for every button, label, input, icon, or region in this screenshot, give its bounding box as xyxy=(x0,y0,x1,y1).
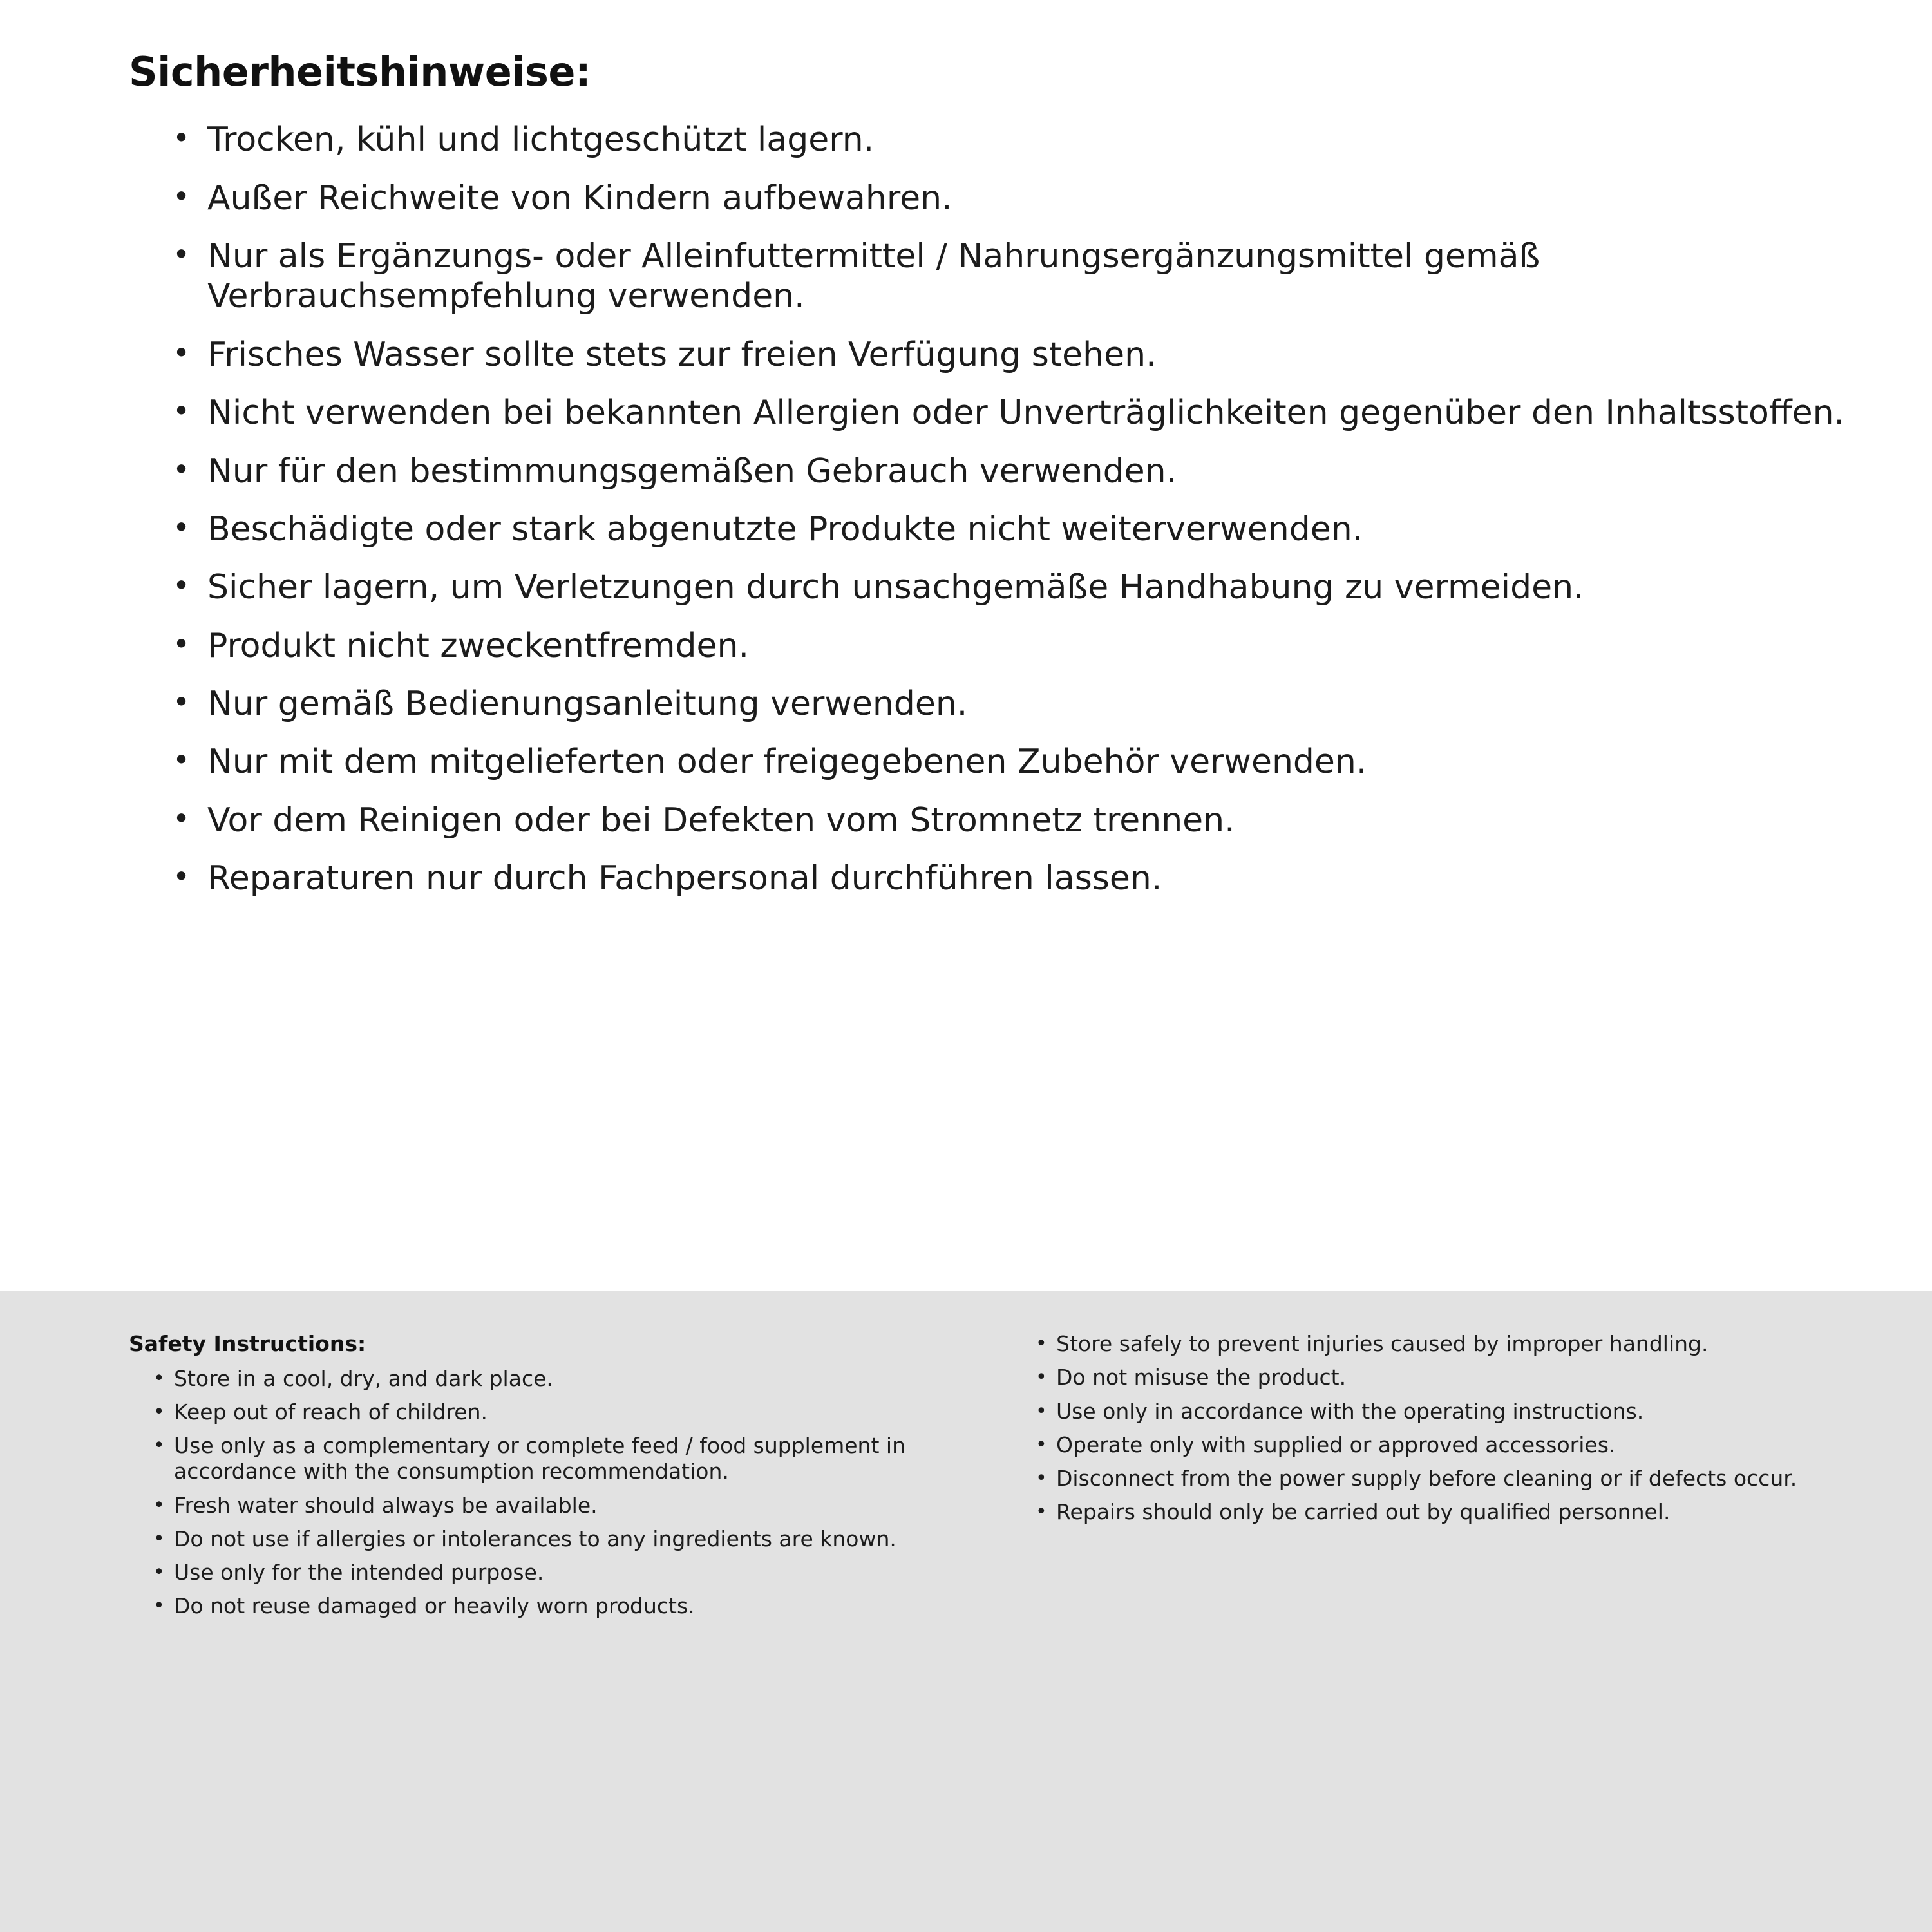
german-safety-list xyxy=(129,120,1855,898)
list-item xyxy=(167,509,1855,549)
list-item-text: Beschädigte oder stark abgenutzte Produkte nicht weiterverwenden. xyxy=(207,509,1363,549)
bullet-icon: • xyxy=(173,393,191,429)
list-item xyxy=(167,800,1855,840)
bullet-icon: • xyxy=(153,1434,165,1457)
list-item xyxy=(153,1493,953,1519)
list-item-text: Store in a cool, dry, and dark place. xyxy=(174,1365,553,1391)
list-item xyxy=(153,1366,953,1392)
list-item-text: Produkt nicht zweckentfremden. xyxy=(207,626,750,665)
english-safety-list-right xyxy=(1011,1331,1835,1526)
list-item-text: Nur als Ergänzungs- oder Alleinfuttermittel / Nahrungsergänzungsmittel gemäß Verbrauchsempfehlung verwenden. xyxy=(207,236,1540,316)
list-item xyxy=(1036,1365,1835,1390)
list-item xyxy=(167,626,1855,666)
english-section-title: Safety Instructions: xyxy=(129,1331,366,1356)
english-safety-section xyxy=(0,1291,1932,1932)
bullet-icon: • xyxy=(173,509,191,545)
list-item-text: Frisches Wasser sollte stets zur freien Verfügung stehen. xyxy=(207,335,1157,374)
list-item-text: Nur mit dem mitgelieferten oder freigegebenen Zubehör verwenden. xyxy=(207,743,1367,782)
list-item-text: Do not reuse damaged or heavily worn products. xyxy=(174,1593,695,1619)
bullet-icon: • xyxy=(153,1367,165,1390)
list-item-text: Nicht verwenden bei bekannten Allergien oder Unverträglichkeiten gegenüber den Inhaltsstoffen. xyxy=(207,393,1845,433)
bullet-icon: • xyxy=(153,1493,165,1517)
english-column-left xyxy=(129,1331,953,1627)
list-item xyxy=(167,742,1855,782)
list-item xyxy=(153,1560,953,1586)
english-columns xyxy=(129,1331,1835,1627)
list-item-text: Fresh water should always be available. xyxy=(174,1492,598,1518)
bullet-icon: • xyxy=(1036,1399,1047,1423)
list-item-text: Operate only with supplied or approved accessories. xyxy=(1056,1432,1616,1457)
bullet-icon: • xyxy=(173,800,191,836)
list-item-text: Use only for the intended purpose. xyxy=(174,1560,544,1586)
list-item xyxy=(1036,1432,1835,1458)
list-item xyxy=(153,1399,953,1425)
list-item xyxy=(153,1526,953,1552)
bullet-icon: • xyxy=(173,626,191,661)
list-item-text: Use only in accordance with the operating instructions. xyxy=(1056,1398,1644,1424)
list-item xyxy=(167,567,1855,607)
list-item-text: Vor dem Reinigen oder bei Defekten vom Stromnetz trennen. xyxy=(207,800,1235,840)
bullet-icon: • xyxy=(173,743,191,778)
bullet-icon: • xyxy=(173,451,191,487)
list-item xyxy=(167,858,1855,898)
bullet-icon: • xyxy=(1036,1366,1047,1389)
list-item xyxy=(167,335,1855,375)
list-item xyxy=(1036,1466,1835,1492)
list-item-text: Do not use if allergies or intolerances to any ingredients are known. xyxy=(174,1526,896,1551)
list-item xyxy=(167,120,1855,160)
list-item-text: Keep out of reach of children. xyxy=(174,1399,488,1425)
list-item-text: Reparaturen nur durch Fachpersonal durchführen lassen. xyxy=(207,859,1162,898)
list-item xyxy=(167,178,1855,218)
bullet-icon: • xyxy=(173,568,191,603)
bullet-icon: • xyxy=(1036,1501,1047,1524)
bullet-icon: • xyxy=(173,685,191,720)
list-item xyxy=(153,1593,953,1619)
list-item-text: Disconnect from the power supply before cleaning or if defects occur. xyxy=(1056,1466,1797,1491)
list-item-text: Nur gemäß Bedienungsanleitung verwenden. xyxy=(207,685,968,724)
english-safety-list-left xyxy=(129,1366,953,1620)
german-section-title: Sicherheitshinweise: xyxy=(129,48,591,95)
list-item xyxy=(167,393,1855,433)
list-item xyxy=(1036,1399,1835,1425)
bullet-icon: • xyxy=(153,1595,165,1618)
list-item xyxy=(153,1433,953,1485)
list-item xyxy=(1036,1331,1835,1357)
list-item-text: Sicher lagern, um Verletzungen durch unsachgemäße Handhabung zu vermeiden. xyxy=(207,568,1584,607)
bullet-icon: • xyxy=(173,335,191,370)
bullet-icon: • xyxy=(153,1400,165,1423)
english-column-right xyxy=(1011,1331,1835,1533)
bullet-icon: • xyxy=(1036,1332,1047,1355)
bullet-icon: • xyxy=(153,1561,165,1584)
list-item-text: Nur für den bestimmungsgemäßen Gebrauch verwenden. xyxy=(207,451,1177,491)
bullet-icon: • xyxy=(1036,1433,1047,1456)
list-item-text: Trocken, kühl und lichtgeschützt lagern. xyxy=(207,120,875,160)
list-item xyxy=(1036,1499,1835,1525)
list-item xyxy=(167,684,1855,724)
bullet-icon: • xyxy=(153,1527,165,1550)
list-item-text: Repairs should only be carried out by qualified personnel. xyxy=(1056,1499,1671,1525)
list-item-text: Use only as a complementary or complete feed / food supplement in accordance with the consumption recommendation. xyxy=(174,1433,905,1484)
bullet-icon: • xyxy=(1036,1467,1047,1490)
bullet-icon: • xyxy=(173,120,191,156)
bullet-icon: • xyxy=(173,178,191,214)
bullet-icon: • xyxy=(173,859,191,895)
list-item xyxy=(167,451,1855,491)
list-item-text: Do not misuse the product. xyxy=(1056,1365,1347,1390)
bullet-icon: • xyxy=(173,236,191,272)
list-item-text: Außer Reichweite von Kindern aufbewahren. xyxy=(207,178,952,218)
list-item xyxy=(167,236,1855,317)
list-item-text: Store safely to prevent injuries caused by improper handling. xyxy=(1056,1331,1709,1356)
